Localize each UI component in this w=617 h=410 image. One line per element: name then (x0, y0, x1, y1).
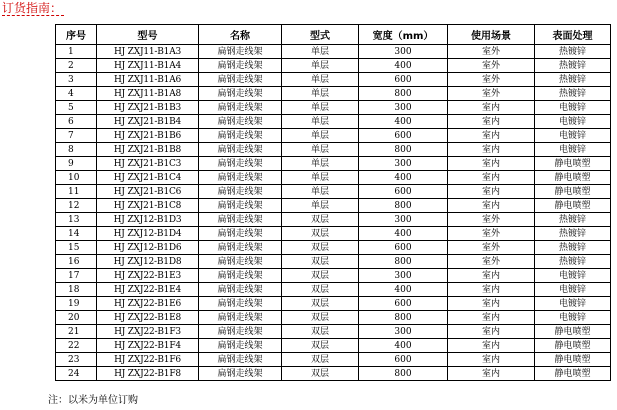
cell-scene: 室内 (448, 269, 535, 283)
cell-seq: 9 (56, 157, 97, 171)
cell-type: 单层 (282, 45, 359, 59)
cell-type: 双层 (282, 325, 359, 339)
cell-name: 扁钢走线架 (199, 283, 282, 297)
cell-surface: 电镀锌 (535, 143, 611, 157)
cell-name: 扁钢走线架 (199, 241, 282, 255)
header-scene: 使用场景 (448, 25, 535, 45)
cell-type: 单层 (282, 129, 359, 143)
cell-width: 400 (359, 283, 448, 297)
cell-surface: 静电喷塑 (535, 171, 611, 185)
cell-scene: 室外 (448, 241, 535, 255)
cell-scene: 室内 (448, 353, 535, 367)
cell-seq: 17 (56, 269, 97, 283)
cell-name: 扁钢走线架 (199, 101, 282, 115)
cell-name: 扁钢走线架 (199, 157, 282, 171)
cell-seq: 18 (56, 283, 97, 297)
header-type: 型式 (282, 25, 359, 45)
cell-scene: 室内 (448, 339, 535, 353)
table-header-row (56, 25, 611, 45)
cell-name: 扁钢走线架 (199, 73, 282, 87)
cell-model: HJ ZXJ21-B1C4 (97, 171, 199, 185)
cell-width: 300 (359, 45, 448, 59)
cell-width: 400 (359, 171, 448, 185)
table-row (56, 45, 611, 59)
cell-type: 双层 (282, 353, 359, 367)
cell-type: 单层 (282, 143, 359, 157)
cell-seq: 19 (56, 297, 97, 311)
cell-width: 800 (359, 255, 448, 269)
cell-seq: 2 (56, 59, 97, 73)
cell-surface: 热镀锌 (535, 227, 611, 241)
cell-scene: 室外 (448, 87, 535, 101)
cell-seq: 16 (56, 255, 97, 269)
cell-surface: 电镀锌 (535, 311, 611, 325)
cell-seq: 11 (56, 185, 97, 199)
table-row (56, 255, 611, 269)
cell-name: 扁钢走线架 (199, 87, 282, 101)
cell-scene: 室外 (448, 73, 535, 87)
table-row (56, 143, 611, 157)
cell-width: 300 (359, 213, 448, 227)
cell-model: HJ ZXJ11-B1A3 (97, 45, 199, 59)
cell-seq: 3 (56, 73, 97, 87)
cell-width: 600 (359, 129, 448, 143)
cell-surface: 热镀锌 (535, 87, 611, 101)
cell-scene: 室内 (448, 101, 535, 115)
cell-type: 双层 (282, 339, 359, 353)
cell-surface: 热镀锌 (535, 59, 611, 73)
cell-type: 双层 (282, 311, 359, 325)
cell-scene: 室内 (448, 297, 535, 311)
cell-model: HJ ZXJ22-B1E8 (97, 311, 199, 325)
cell-seq: 15 (56, 241, 97, 255)
header-name: 名称 (199, 25, 282, 45)
cell-surface: 电镀锌 (535, 115, 611, 129)
cell-name: 扁钢走线架 (199, 199, 282, 213)
cell-seq: 24 (56, 367, 97, 381)
cell-model: HJ ZXJ22-B1F6 (97, 353, 199, 367)
cell-model: HJ ZXJ11-B1A4 (97, 59, 199, 73)
cell-name: 扁钢走线架 (199, 339, 282, 353)
table-row (56, 115, 611, 129)
cell-surface: 热镀锌 (535, 241, 611, 255)
cell-width: 800 (359, 87, 448, 101)
cell-scene: 室内 (448, 143, 535, 157)
cell-model: HJ ZXJ12-B1D6 (97, 241, 199, 255)
cell-surface: 电镀锌 (535, 129, 611, 143)
cell-seq: 12 (56, 199, 97, 213)
table-row (56, 339, 611, 353)
cell-type: 单层 (282, 171, 359, 185)
cell-type: 单层 (282, 185, 359, 199)
table-row (56, 227, 611, 241)
cell-name: 扁钢走线架 (199, 213, 282, 227)
cell-type: 单层 (282, 87, 359, 101)
cell-scene: 室内 (448, 171, 535, 185)
cell-surface: 电镀锌 (535, 269, 611, 283)
header-model: 型号 (97, 25, 199, 45)
table-row (56, 59, 611, 73)
cell-scene: 室内 (448, 311, 535, 325)
cell-seq: 4 (56, 87, 97, 101)
cell-type: 单层 (282, 73, 359, 87)
cell-name: 扁钢走线架 (199, 297, 282, 311)
cell-type: 双层 (282, 283, 359, 297)
cell-seq: 21 (56, 325, 97, 339)
table-row (56, 73, 611, 87)
cell-width: 600 (359, 241, 448, 255)
cell-scene: 室内 (448, 185, 535, 199)
table-row (56, 297, 611, 311)
cell-scene: 室外 (448, 255, 535, 269)
cell-scene: 室内 (448, 129, 535, 143)
cell-model: HJ ZXJ12-B1D8 (97, 255, 199, 269)
cell-name: 扁钢走线架 (199, 45, 282, 59)
cell-model: HJ ZXJ22-B1E4 (97, 283, 199, 297)
cell-model: HJ ZXJ22-B1F3 (97, 325, 199, 339)
cell-name: 扁钢走线架 (199, 129, 282, 143)
cell-width: 300 (359, 325, 448, 339)
table-row (56, 87, 611, 101)
cell-name: 扁钢走线架 (199, 227, 282, 241)
cell-type: 双层 (282, 227, 359, 241)
cell-width: 400 (359, 115, 448, 129)
cell-model: HJ ZXJ11-B1A8 (97, 87, 199, 101)
cell-width: 600 (359, 185, 448, 199)
cell-surface: 静电喷塑 (535, 199, 611, 213)
cell-scene: 室内 (448, 283, 535, 297)
cell-width: 400 (359, 59, 448, 73)
cell-seq: 20 (56, 311, 97, 325)
cell-scene: 室内 (448, 325, 535, 339)
cell-type: 双层 (282, 241, 359, 255)
cell-model: HJ ZXJ11-B1A6 (97, 73, 199, 87)
cell-width: 300 (359, 101, 448, 115)
cell-seq: 10 (56, 171, 97, 185)
cell-type: 双层 (282, 269, 359, 283)
cell-width: 800 (359, 311, 448, 325)
table-row (56, 325, 611, 339)
cell-name: 扁钢走线架 (199, 255, 282, 269)
header-width: 宽度（mm） (359, 25, 448, 45)
cell-surface: 静电喷塑 (535, 157, 611, 171)
cell-name: 扁钢走线架 (199, 143, 282, 157)
cell-name: 扁钢走线架 (199, 311, 282, 325)
header-surface: 表面处理 (535, 25, 611, 45)
cell-type: 单层 (282, 115, 359, 129)
cell-surface: 静电喷塑 (535, 353, 611, 367)
table-row (56, 353, 611, 367)
ordering-guide-title: 订货指南： (2, 1, 63, 15)
cell-name: 扁钢走线架 (199, 171, 282, 185)
cell-seq: 22 (56, 339, 97, 353)
cell-width: 300 (359, 157, 448, 171)
cell-model: HJ ZXJ21-B1C6 (97, 185, 199, 199)
cell-type: 单层 (282, 101, 359, 115)
table-row (56, 241, 611, 255)
cell-model: HJ ZXJ22-B1E6 (97, 297, 199, 311)
cell-width: 800 (359, 143, 448, 157)
cell-scene: 室外 (448, 59, 535, 73)
cell-model: HJ ZXJ12-B1D3 (97, 213, 199, 227)
cell-name: 扁钢走线架 (199, 367, 282, 381)
cell-name: 扁钢走线架 (199, 353, 282, 367)
cell-model: HJ ZXJ22-B1F4 (97, 339, 199, 353)
cell-surface: 热镀锌 (535, 213, 611, 227)
cell-surface: 静电喷塑 (535, 339, 611, 353)
cell-width: 600 (359, 353, 448, 367)
cell-surface: 静电喷塑 (535, 367, 611, 381)
cell-model: HJ ZXJ21-B1C8 (97, 199, 199, 213)
cell-scene: 室外 (448, 45, 535, 59)
cell-surface: 热镀锌 (535, 45, 611, 59)
table-row (56, 269, 611, 283)
cell-width: 600 (359, 73, 448, 87)
cell-name: 扁钢走线架 (199, 269, 282, 283)
cell-scene: 室内 (448, 157, 535, 171)
cell-width: 300 (359, 269, 448, 283)
cell-scene: 室内 (448, 115, 535, 129)
cell-model: HJ ZXJ21-B1B3 (97, 101, 199, 115)
cell-scene: 室内 (448, 199, 535, 213)
cell-width: 800 (359, 199, 448, 213)
cell-width: 400 (359, 227, 448, 241)
cell-surface: 热镀锌 (535, 255, 611, 269)
cell-surface: 电镀锌 (535, 297, 611, 311)
table-row (56, 129, 611, 143)
cell-seq: 5 (56, 101, 97, 115)
cell-name: 扁钢走线架 (199, 115, 282, 129)
cell-model: HJ ZXJ22-B1F8 (97, 367, 199, 381)
cell-name: 扁钢走线架 (199, 59, 282, 73)
table-row (56, 171, 611, 185)
header-seq: 序号 (56, 25, 97, 45)
cell-seq: 14 (56, 227, 97, 241)
cell-model: HJ ZXJ21-B1B8 (97, 143, 199, 157)
cell-type: 双层 (282, 213, 359, 227)
cell-type: 双层 (282, 297, 359, 311)
cell-model: HJ ZXJ21-B1B4 (97, 115, 199, 129)
cell-model: HJ ZXJ21-B1B6 (97, 129, 199, 143)
cell-scene: 室内 (448, 367, 535, 381)
cell-surface: 静电喷塑 (535, 325, 611, 339)
cell-name: 扁钢走线架 (199, 325, 282, 339)
cell-surface: 静电喷塑 (535, 185, 611, 199)
cell-model: HJ ZXJ21-B1C3 (97, 157, 199, 171)
table-body (56, 45, 611, 381)
cell-model: HJ ZXJ12-B1D4 (97, 227, 199, 241)
cell-type: 双层 (282, 255, 359, 269)
cell-type: 单层 (282, 199, 359, 213)
table-row (56, 367, 611, 381)
cell-seq: 8 (56, 143, 97, 157)
cell-model: HJ ZXJ22-B1E3 (97, 269, 199, 283)
cell-seq: 6 (56, 115, 97, 129)
table-row (56, 185, 611, 199)
cell-surface: 电镀锌 (535, 101, 611, 115)
cell-seq: 1 (56, 45, 97, 59)
cell-seq: 7 (56, 129, 97, 143)
cell-width: 400 (359, 339, 448, 353)
cell-width: 800 (359, 367, 448, 381)
cell-type: 单层 (282, 157, 359, 171)
cell-type: 单层 (282, 59, 359, 73)
cell-seq: 23 (56, 353, 97, 367)
table-row (56, 283, 611, 297)
table-row (56, 311, 611, 325)
table-row (56, 101, 611, 115)
cell-scene: 室外 (448, 227, 535, 241)
cell-width: 600 (359, 297, 448, 311)
spec-table (55, 24, 611, 381)
cell-surface: 热镀锌 (535, 73, 611, 87)
cell-seq: 13 (56, 213, 97, 227)
table-row (56, 199, 611, 213)
table-row (56, 213, 611, 227)
footnote: 注：以米为单位订购 (48, 395, 138, 406)
cell-type: 双层 (282, 367, 359, 381)
cell-name: 扁钢走线架 (199, 185, 282, 199)
cell-scene: 室外 (448, 213, 535, 227)
cell-surface: 电镀锌 (535, 283, 611, 297)
table-row (56, 157, 611, 171)
